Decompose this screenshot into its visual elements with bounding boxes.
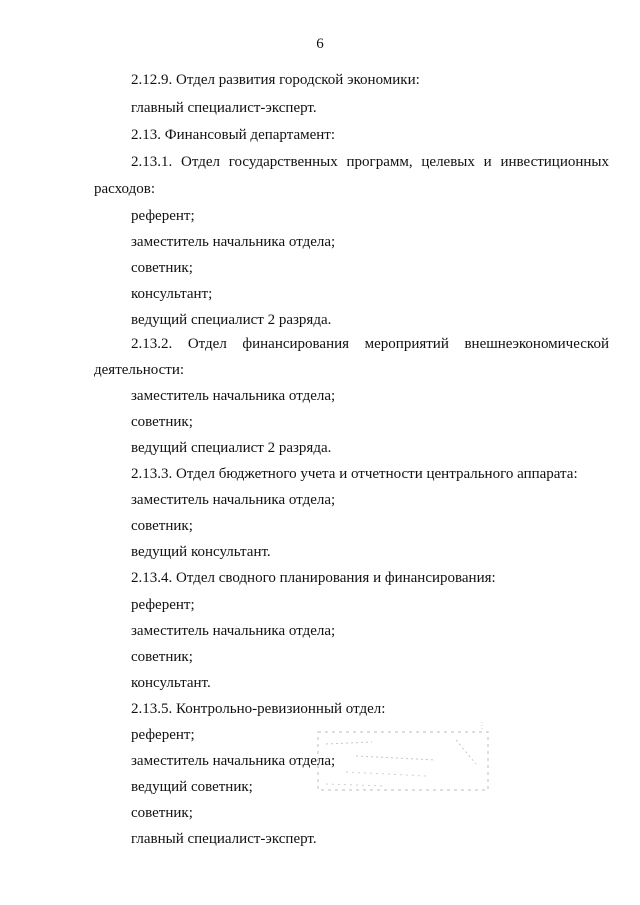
position-item: советник; [131, 414, 193, 430]
position-item: референт; [131, 597, 195, 613]
word: 2.13.2. [131, 336, 173, 352]
position-item: советник; [131, 805, 193, 821]
position-item: заместитель начальника отдела; [131, 492, 336, 508]
position-item: ведущий специалист 2 разряда. [131, 312, 332, 328]
position-item: советник; [131, 649, 193, 665]
position-item: ведущий специалист 2 разряда. [131, 440, 332, 456]
word: целевых [421, 154, 475, 170]
position-item: консультант. [131, 675, 211, 691]
word: и [483, 154, 492, 170]
position-item: ведущий консультант. [131, 544, 271, 560]
position-item: референт; [131, 727, 195, 743]
position-item: главный специалист-эксперт. [131, 831, 317, 847]
word: государственных [228, 154, 338, 170]
position-item: заместитель начальника отдела; [131, 388, 336, 404]
position-item: советник; [131, 260, 193, 276]
word: 2.13.1. [131, 154, 173, 170]
section-2-13-1-heading-continuation: расходов: [94, 181, 155, 197]
word: программ, [346, 154, 413, 170]
page-number: 6 [316, 36, 324, 52]
position-item: заместитель начальника отдела; [131, 753, 336, 769]
section-2-13-4-heading: 2.13.4. Отдел сводного планирования и финансирования: [131, 570, 496, 586]
word: финансирования [242, 336, 350, 352]
word: Отдел [181, 154, 220, 170]
position-item: референт; [131, 208, 195, 224]
word: мероприятий [364, 336, 449, 352]
section-2-13-3-heading: 2.13.3. Отдел бюджетного учета и отчетности центрального аппарата: [131, 466, 578, 482]
word: внешнеэкономической [464, 336, 609, 352]
position-item: главный специалист-эксперт. [131, 100, 317, 116]
section-2-13-heading: 2.13. Финансовый департамент: [131, 127, 336, 143]
section-2-13-1-heading [131, 153, 609, 171]
position-item: советник; [131, 518, 193, 534]
section-2-13-5-heading: 2.13.5. Контрольно-ревизионный отдел: [131, 701, 386, 717]
position-item: заместитель начальника отдела; [131, 623, 336, 639]
word: Отдел [187, 336, 227, 352]
position-item: консультант; [131, 286, 213, 302]
position-item: ведущий советник; [131, 779, 253, 795]
position-item: заместитель начальника отдела; [131, 234, 336, 250]
section-2-12-9-heading: 2.12.9. Отдел развития городской экономики: [131, 72, 420, 88]
faded-stamp-mark [316, 720, 492, 794]
word: инвестиционных [500, 154, 609, 170]
section-2-13-2-heading [131, 335, 609, 353]
section-2-13-2-heading-continuation: деятельности: [94, 362, 185, 378]
